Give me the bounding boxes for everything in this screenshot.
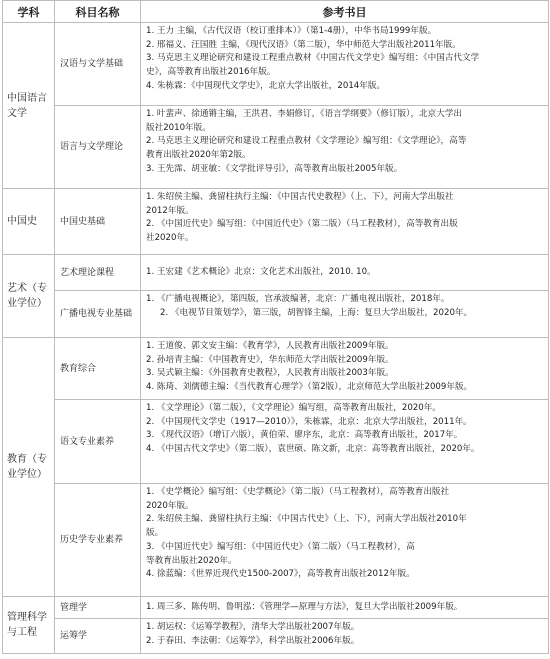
reference-line: 1. 周三多、陈传明、鲁明泓：《管理学—原理与方法》，复旦大学出版社2009年版。 [146,601,463,612]
reference-line: 4. 徐蓝编：《世界近现代史1500-2007》，高等教育出版社2012年版。 [146,569,415,580]
reference-line: 3. 马克思主义理论研究和建设工程重点教材《中国古代文学史》编写组：《中国古代文学 [146,53,480,64]
reference-line: 等教育出版社2020年。 [146,555,237,566]
table-row [3,597,549,619]
reference-line: 版。 [146,528,164,539]
reference-line: 4. 陈琦、刘儒德主编：《当代教育心理学》（第2版），北京师范大学出版社2009年版。 [146,382,473,393]
references-cell [141,484,549,597]
course-cell: 管理学 [55,597,141,619]
course-cell: 教育综合 [55,338,141,400]
table-row [3,338,549,400]
reference-line: 教育出版社2020年第2版。 [146,150,251,161]
references-cell [141,291,549,338]
references-cell [141,255,549,291]
reference-line: 1. 王道俊、郭文安主编：《教育学》，人民教育出版社2009年版。 [146,341,394,351]
course-cell: 中国史基础 [55,189,141,255]
reference-line: 2. 孙培青主编：《中国教育史》，华东师范大学出版社2009年版。 [146,354,394,365]
course-cell: 语言与文学理论 [55,106,141,189]
reference-line: 2. 《中国近代史》编写组：《中国近代史》（第二版）（马工程教材），高等教育出版 [146,219,458,230]
header-subject: 学科 [3,1,55,23]
header-references: 参考书目 [141,1,549,23]
subject-cell: 中国史 [3,189,55,255]
reference-line: 史》，高等教育出版社2016年版。 [146,67,276,78]
table-row [3,400,549,484]
reference-line: 1. 王力 主编，《古代汉语（校订重排本）》（第1-4册），中华书局1999年版。 [146,26,437,36]
reference-line: 1. 叶蜚声、徐通锵主编，王洪君、李娟修订，《语言学纲要》（修订版），北京大学出 [146,109,463,119]
subject-cell: 中国语言文学 [3,23,55,189]
reference-line: 版社2010年版。 [146,122,211,133]
reference-line: 3. 王先霈、胡亚敏：《文学批评导引》，高等教育出版社2005年版。 [146,163,403,174]
subject-cell: 管理科学与工程 [3,597,55,654]
header-course: 科目名称 [55,1,141,23]
references-cell [141,338,549,400]
table-row [3,106,549,189]
references-cell [141,597,549,619]
table-row [3,255,549,291]
reference-line: 3. 吴式颖主编：《外国教育史教程》，人民教育出版社2003年版。 [146,368,394,379]
reference-line: 1. 胡运权：《运筹学教程》，清华大学出版社2007年版。 [146,622,360,632]
table-row [3,484,549,597]
table-row [3,189,549,255]
course-cell: 广播电视专业基础 [55,291,141,338]
reference-line: 2. 《电视节目策划学》，第三版，胡智锋主编，上海：复旦大学出版社，2020年。 [160,307,473,318]
reference-books-table [2,0,549,654]
reference-line: 1. 《文学理论》（第二版），《文学理论》编写组，高等教育出版社，2020年。 [146,403,441,413]
course-cell: 运筹学 [55,619,141,654]
reference-line: 1. 《史学概论》编写组：《史学概论》（第二版）（马工程教材），高等教育出版社 [146,487,450,497]
reference-line: 社2020年。 [146,233,194,244]
reference-line: 1. 朱绍侯主编、龚留柱执行主编：《中国古代史教程》（上、下），河南大学出版社 [146,192,454,202]
header-row [3,1,549,23]
course-cell: 语文专业素养 [55,400,141,484]
reference-line: 2. 《中国现代文学史（1917—2010）》，朱栋霖，北京：北京大学出版社，2011年。 [146,416,472,427]
reference-line: 1. 王宏建《艺术概论》北京：文化艺术出版社，2010. 10。 [146,266,376,277]
references-cell [141,619,549,654]
reference-line: 2. 于春田、李法朝：《运筹学》，科学出版社2006年版。 [146,635,360,646]
reference-line: 2020年版。 [146,500,194,511]
course-cell: 历史学专业素养 [55,484,141,597]
references-cell [141,106,549,189]
reference-line: 3. 《现代汉语》（增订六版），黄伯荣、廖序东，北京：高等教育出版社，2017年。 [146,430,463,441]
reference-line: 2012年版。 [146,205,194,216]
table-row [3,23,549,106]
references-cell [141,189,549,255]
references-cell [141,23,549,106]
reference-line: 2. 马克思主义理论研究和建设工程重点教材《文学理论》编写组：《文学理论》，高等 [146,136,467,147]
course-cell: 汉语与文学基础 [55,23,141,106]
reference-line: 2. 朱绍侯主编、龚留柱执行主编：《中国古代史》（上、下），河南大学出版社2010年 [146,514,467,525]
subject-cell: 教育（专业学位） [3,338,55,597]
table-row [3,291,549,338]
reference-line: 2. 邢福义、汪国胜 主编，《现代汉语》（第二版），华中师范大学出版社2011年版。 [146,39,461,50]
reference-line: 4. 朱栋霖：《中国现代文学史》，北京大学出版社，2014年版。 [146,80,386,91]
table-row [3,619,549,654]
subject-cell: 艺术（专业学位） [3,255,55,338]
reference-line: 3. 《中国近代史》编写组：《中国近代史》（第二版）（马工程教材），高 [146,541,415,552]
reference-line: 4. 《中国古代文学史》（第二版），袁世硕、陈文新，北京：高等教育出版社，2020年。 [146,444,480,455]
references-cell [141,400,549,484]
reference-line: 1. 《广播电视概论》，第四版，宫承波编著，北京：广播电视出版社，2018年。 [146,294,450,304]
course-cell: 艺术理论课程 [55,255,141,291]
